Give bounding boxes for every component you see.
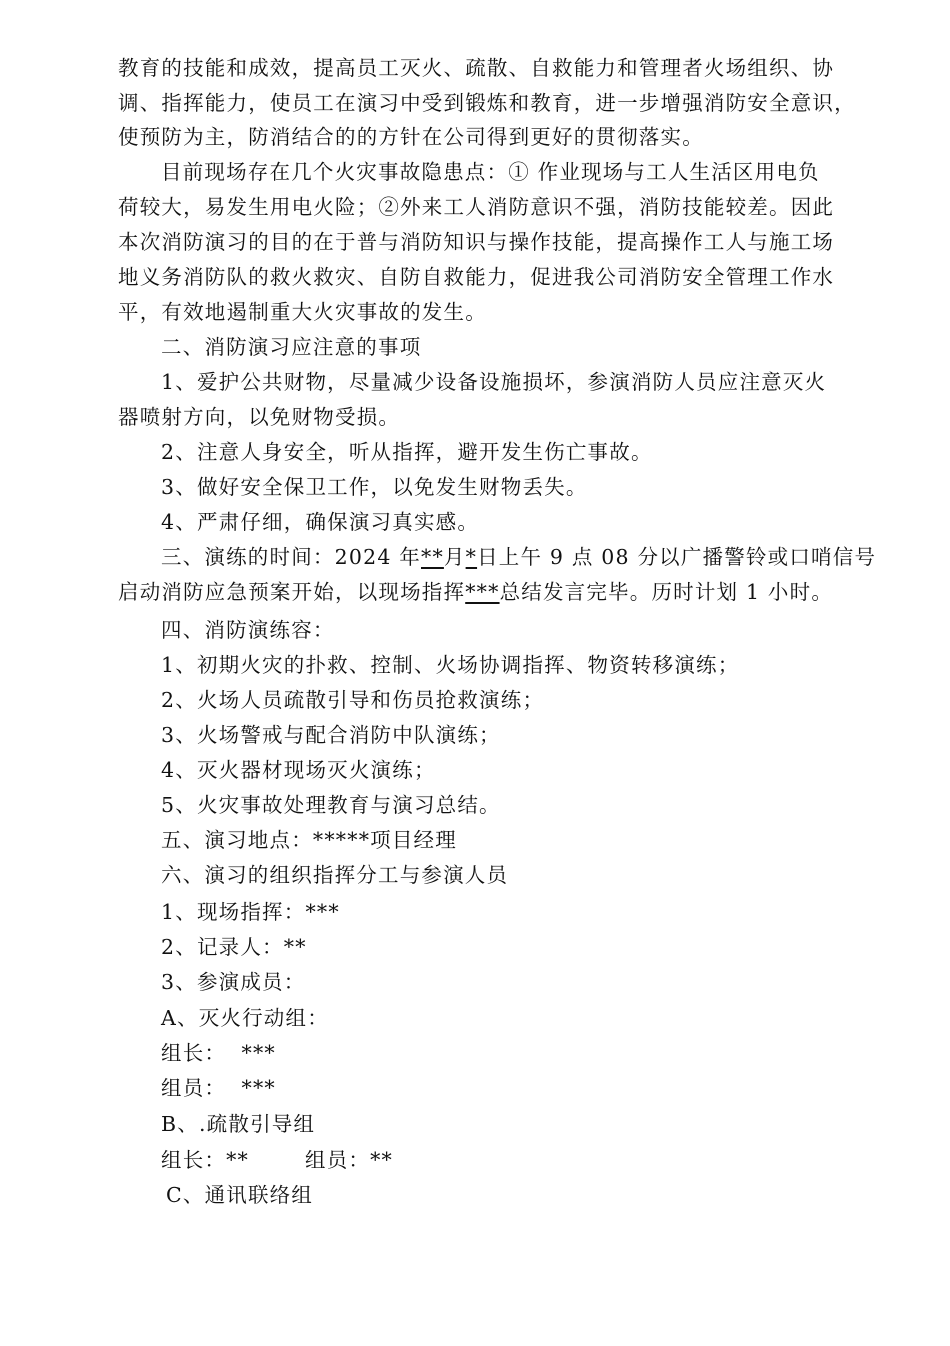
para2-line5: 平，有效地遏制重大火灾事故的发生。 [118,300,487,324]
section4-item1: 1、初期火灾的扑救、控制、火场协调指挥、物资转移演练； [161,653,740,677]
section6-item2: 2、记录人：** [161,935,307,959]
section6-group-a-member: 组员： *** [161,1076,276,1100]
section3-line2-rest: 总结发言完毕。历时计划 1 小时。 [499,580,834,604]
section3-rest: 日上午 9 点 08 分以广播警铃或口哨信号 [477,545,877,569]
para2-line3: 本次消防演习的目的在于普与消防知识与操作技能，提高操作工人与施工场 [118,230,835,254]
section6-group-b-member: 组员：** [305,1148,393,1172]
para2-line2: 荷较大，易发生用电火险；②外来工人消防意识不强，消防技能较差。因此 [118,195,835,219]
section6-item1: 1、现场指挥：*** [161,900,340,924]
section2-item1-line2: 器喷射方向，以免财物受损。 [118,405,401,429]
section2-item1-line1: 1、爱护公共财物，尽量减少设备设施损坏，参演消防人员应注意灭火 [161,370,827,394]
para1-line2: 调、指挥能力，使员工在演习中受到锻炼和教育，进一步增强消防安全意识， [118,91,856,115]
section2-item4: 4、严肃仔细，确保演习真实感。 [161,510,480,534]
section3-line1 [161,540,876,574]
section3-line2-prefix: 启动消防应急预案开始，以现场指挥 [118,580,466,604]
section6-group-a: A、灭火行动组： [161,1006,329,1030]
section4-item2: 2、火场人员疏散引导和伤员抢救演练； [161,688,545,712]
section3-commander: *** [465,580,500,604]
section6-group-c: C、通讯联络组 [166,1183,314,1207]
section5-title: 五、演习地点：*****项目经理 [161,828,457,852]
para1-line3: 使预防为主，防消结合的的方针在公司得到更好的贯彻落实。 [118,125,704,149]
para2-line1: 目前现场存在几个火灾事故隐患点：① 作业现场与工人生活区用电负 [161,160,820,184]
section6-group-b-leader: 组长：** [161,1148,249,1172]
section3-month-suffix: 月 [443,545,466,569]
section3-month: ** [421,545,444,569]
section4-title: 四、消防演练容： [161,618,335,642]
section3-line2 [118,575,833,609]
section4-item3: 3、火场警戒与配合消防中队演练； [161,723,501,747]
section4-item4: 4、灭火器材现场灭火演练； [161,758,436,782]
section6-item3: 3、参演成员： [161,970,306,994]
section6-group-b-staff [161,1143,393,1177]
section6-title: 六、演习的组织指挥分工与参演人员 [161,863,509,887]
section2-item2: 2、注意人身安全，听从指挥，避开发生伤亡事故。 [161,440,653,464]
section3-day: * [465,545,478,569]
para2-line4: 地义务消防队的救火救灾、自防自救能力，促进我公司消防安全管理工作水 [118,265,835,289]
section6-group-b: B、.疏散引导组 [161,1112,316,1136]
section2-item3: 3、做好安全保卫工作，以免发生财物丢失。 [161,475,588,499]
section2-title: 二、消防演习应注意的事项 [161,335,422,359]
section4-item5: 5、火灾事故处理教育与演习总结。 [161,793,501,817]
section6-group-a-leader: 组长： *** [161,1041,276,1065]
para1-line1: 教育的技能和成效，提高员工灭火、疏散、自救能力和管理者火场组织、协 [118,56,835,80]
section3-prefix: 三、演练的时间：2024 年 [161,545,421,569]
